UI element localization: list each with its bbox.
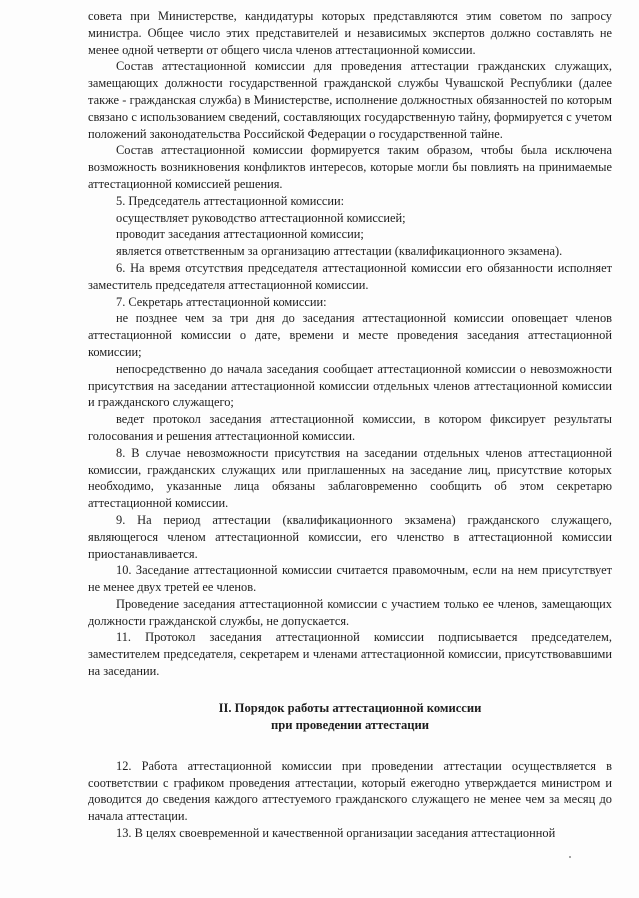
paragraph: непосредственно до начала заседания сообщает аттестационной комиссии о невозможности присутствия на заседании аттестационной комиссии отдельных членов аттестационной комиссии и гражданского служащего; <box>88 361 612 410</box>
paragraph: 13. В целях своевременной и качественной организации заседания аттестационной <box>116 826 556 841</box>
paragraph: 11. Протокол заседания аттестационной комиссии подписывается председателем, заместителем председателя, секретарем и членами аттестационной комиссии, присутствовавшими на заседании. <box>88 630 612 679</box>
paragraph: 12. Работа аттестационной комиссии при проведении аттестации осуществляется в соответствии с графиком проведения аттестации, который ежегодно утверждается министром и доводится до сведения каждого аттестуемого гражданского служащего не менее чем за месяц до начала аттестации. <box>88 758 612 824</box>
section-heading-line1: II. Порядок работы аттестационной комиссии <box>218 700 482 715</box>
paragraph: осуществляет руководство аттестационной комиссией; <box>116 210 406 225</box>
paragraph: является ответственным за организацию аттестации (квалификационного экзамена). <box>116 244 563 259</box>
paragraph: совета при Министерстве, кандидатуры которых представляются этим советом по запросу министра. Общее число этих представителей и независимых экспертов должно составлять не менее одной четверти от общего числа членов аттестационной комиссии. <box>88 9 612 57</box>
document-body <box>88 8 612 842</box>
paragraph: Проведение заседания аттестационной комиссии с участием только ее членов, замещающих должности гражданской службы, не допускается. <box>88 596 612 628</box>
scan-speck <box>569 856 571 858</box>
paragraph: 8. В случае невозможности присутствия на заседании отдельных членов аттестационной комиссии, гражданских служащих или приглашенных на заседание лиц, присутствие которых необходимо, указанные лица обязаны заблаговременно сообщить об этом секретарю аттестационной комиссии. <box>88 445 612 511</box>
paragraph: не позднее чем за три дня до заседания аттестационной комиссии оповещает членов аттестационной комиссии о дате, времени и месте проведения заседания аттестационной комиссии; <box>88 311 612 359</box>
paragraph: 6. На время отсутствия председателя аттестационной комиссии его обязанности исполняет заместитель председателя аттестационной комиссии. <box>88 260 612 292</box>
section-heading-line2: при проведении аттестации <box>270 717 430 732</box>
paragraph: Состав аттестационной комиссии для проведения аттестации гражданских служащих, замещающих должности государственной гражданской службы Чувашской Республики (далее также - гражданская служба) в Министерстве, исполнение должностных обязанностей по которым связано с использованием сведений, составляющих государственную тайну, формируется с учетом положений законодательства Российской Федерации о государственной тайне. <box>88 59 612 141</box>
paragraph: 10. Заседание аттестационной комиссии считается правомочным, если на нем присутствует не менее двух третей ее членов. <box>88 563 612 595</box>
paragraph: 5. Председатель аттестационной комиссии: <box>116 193 345 208</box>
paragraph: 9. На период аттестации (квалификационного экзамена) гражданского служащего, являющегося членом аттестационной комиссии, его членство в аттестационной комиссии приостанавливается. <box>88 512 612 561</box>
paragraphs-top <box>88 8 612 680</box>
paragraph: проводит заседания аттестационной комиссии; <box>116 227 364 242</box>
paragraph: ведет протокол заседания аттестационной комиссии, в котором фиксирует результаты голосования и решения аттестационной комиссии. <box>88 412 612 443</box>
paragraphs-bottom <box>88 758 612 842</box>
paragraph: 7. Секретарь аттестационной комиссии: <box>116 294 327 309</box>
paragraph: Состав аттестационной комиссии формируется таким образом, чтобы была исключена возможность возникновения конфликтов интересов, которые могли бы повлиять на принимаемые аттестационной комиссией решения. <box>88 143 612 191</box>
section-heading <box>88 700 612 734</box>
